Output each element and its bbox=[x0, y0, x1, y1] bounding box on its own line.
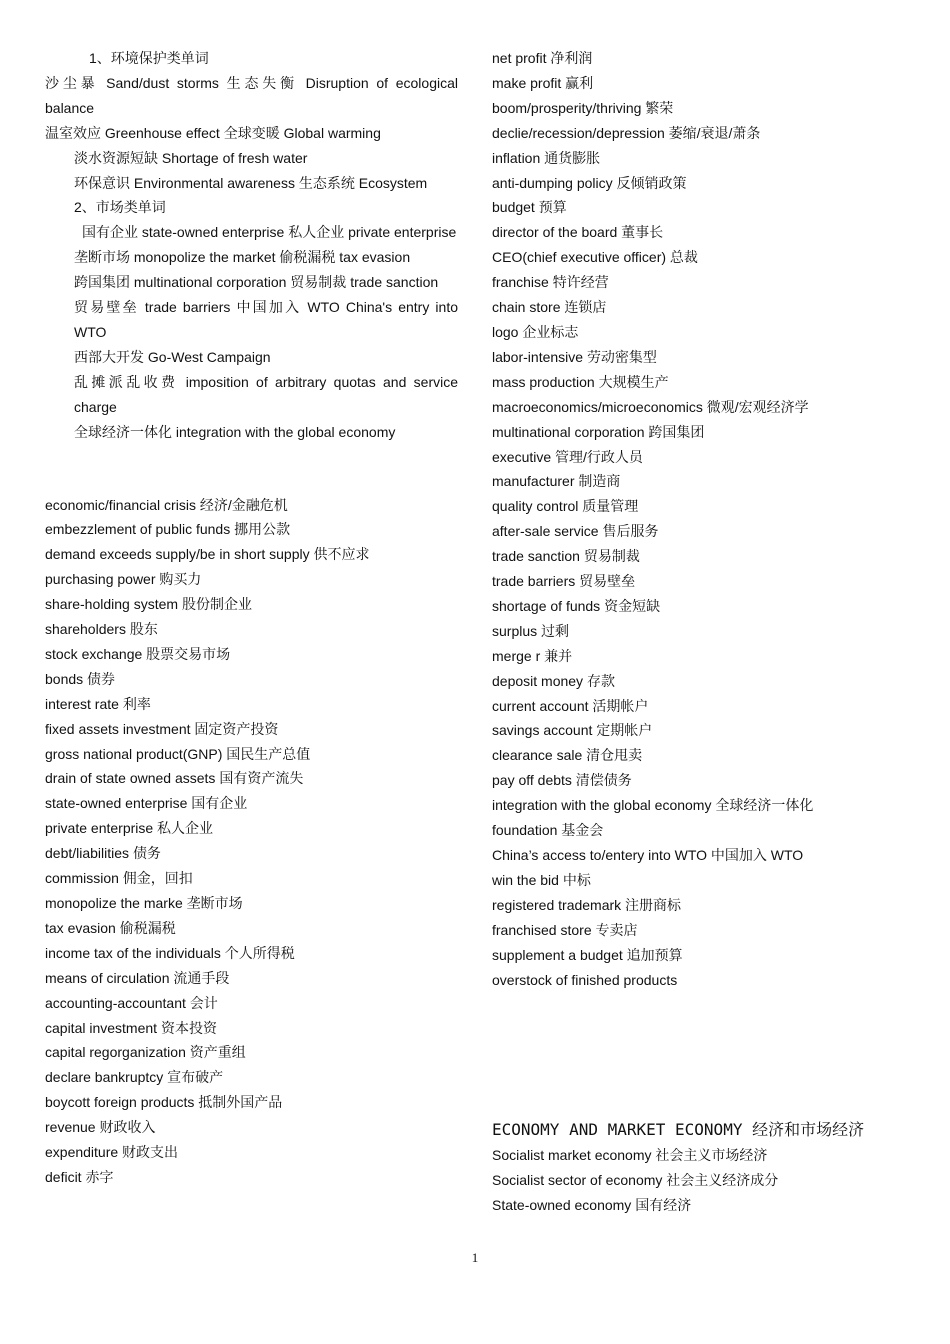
vocab-line: savings account 定期帐户 bbox=[492, 722, 653, 739]
vocab-line: tax evasion 偷税漏税 bbox=[45, 919, 176, 936]
vocab-line: 沙尘暴 Sand/dust storms 生态失衡 Disruption of ecological balance bbox=[45, 74, 458, 116]
vocab-line: private enterprise 私人企业 bbox=[45, 820, 214, 837]
vocab-line: declare bankruptcy 宣布破产 bbox=[45, 1069, 224, 1086]
vocab-line: capital investment 资本投资 bbox=[45, 1019, 217, 1036]
vocab-line: State-owned economy 国有经济 bbox=[492, 1197, 692, 1214]
vocab-line: 国有企业 state-owned enterprise 私人企业 private enterprise bbox=[82, 224, 457, 241]
vocab-line: commission 佣金，回扣 bbox=[45, 870, 193, 887]
vocab-line: win the bid 中标 bbox=[492, 871, 591, 888]
vocab-line: 温室效应 Greenhouse effect 全球变暖 Global warming bbox=[45, 124, 381, 141]
vocab-line: mass production 大规模生产 bbox=[492, 373, 669, 390]
section-title-market: 2、市场类单词 bbox=[74, 199, 166, 216]
left-vocab-list bbox=[45, 493, 458, 1190]
vocab-line: budget 预算 bbox=[492, 199, 567, 216]
vocab-line: demand exceeds supply/be in short supply 供不应求 bbox=[45, 546, 370, 563]
vocab-line: CEO(chief executive officer) 总裁 bbox=[492, 249, 698, 266]
vocab-line: labor-intensive 劳动密集型 bbox=[492, 348, 657, 365]
vocab-line: foundation 基金会 bbox=[492, 822, 604, 839]
vocab-line: net profit 净利润 bbox=[492, 50, 593, 66]
vocab-line: surplus 过剩 bbox=[492, 622, 570, 639]
page-number: 1 bbox=[471, 1250, 479, 1265]
vocab-line: quality control 质量管理 bbox=[492, 498, 639, 515]
spacer bbox=[45, 445, 458, 493]
spacer bbox=[492, 992, 902, 1117]
vocab-line: deposit money 存款 bbox=[492, 672, 615, 689]
vocab-line: revenue 财政收入 bbox=[45, 1119, 156, 1136]
vocab-line: economic/financial crisis 经济/金融危机 bbox=[45, 496, 288, 513]
right-vocab-list bbox=[492, 46, 902, 992]
vocab-line: boom/prosperity/thriving 繁荣 bbox=[492, 99, 674, 116]
vocab-line: expenditure 财政支出 bbox=[45, 1144, 179, 1161]
vocab-line: capital regorganization 资产重组 bbox=[45, 1044, 246, 1061]
vocab-line: 淡水资源短缺 Shortage of fresh water bbox=[74, 149, 308, 166]
vocab-line: income tax of the individuals 个人所得税 bbox=[45, 944, 295, 961]
vocab-line: means of circulation 流通手段 bbox=[45, 969, 230, 986]
vocab-line: 跨国集团 multinational corporation 贸易制裁 trade sanction bbox=[74, 274, 439, 291]
vocab-line: Socialist sector of economy 社会主义经济成分 bbox=[492, 1172, 779, 1189]
vocab-line: make profit 赢利 bbox=[492, 74, 594, 91]
vocab-line: inflation 通货膨胀 bbox=[492, 149, 601, 166]
vocab-line: interest rate 利率 bbox=[45, 695, 151, 712]
vocab-line: trade barriers 贸易壁垒 bbox=[492, 573, 636, 590]
vocab-line: macroeconomics/microeconomics 微观/宏观经济学 bbox=[492, 398, 809, 415]
vocab-line: overstock of finished products bbox=[492, 971, 678, 988]
vocab-line: Socialist market economy 社会主义市场经济 bbox=[492, 1147, 768, 1164]
vocab-line: share-holding system 股份制企业 bbox=[45, 596, 252, 613]
vocab-line: registered trademark 注册商标 bbox=[492, 896, 682, 913]
vocab-line: trade sanction 贸易制裁 bbox=[492, 548, 640, 565]
section-title-environment: 1、环境保护类单词 bbox=[89, 50, 209, 66]
vocab-line: integration with the global economy 全球经济一体化 bbox=[492, 797, 814, 814]
vocab-line: stock exchange 股票交易市场 bbox=[45, 645, 231, 662]
vocab-line: shortage of funds 资金短缺 bbox=[492, 597, 661, 614]
vocab-line: 西部大开发 Go-West Campaign bbox=[74, 348, 271, 365]
vocab-line: after-sale service 售后服务 bbox=[492, 523, 659, 540]
vocab-line: state-owned enterprise 国有企业 bbox=[45, 795, 248, 812]
vocab-line: fixed assets investment 固定资产投资 bbox=[45, 720, 279, 737]
vocab-line: logo 企业标志 bbox=[492, 323, 579, 340]
vocab-line: multinational corporation 跨国集团 bbox=[492, 423, 705, 440]
vocab-line: supplement a budget 追加预算 bbox=[492, 946, 683, 963]
left-column bbox=[45, 46, 458, 1190]
vocab-line: anti-dumping policy 反倾销政策 bbox=[492, 174, 687, 191]
vocab-line: shareholders 股东 bbox=[45, 621, 158, 638]
right-column bbox=[492, 46, 902, 1218]
vocab-line: purchasing power 购买力 bbox=[45, 571, 202, 588]
vocab-line: clearance sale 清仓甩卖 bbox=[492, 747, 643, 764]
vocab-line: 贸易壁垒 trade barriers 中国加入 WTO China's entry into WTO bbox=[74, 299, 458, 340]
vocab-line: current account 活期帐户 bbox=[492, 697, 649, 714]
vocab-line: bonds 债券 bbox=[45, 670, 116, 687]
vocab-line: monopolize the marke 垄断市场 bbox=[45, 895, 243, 911]
section-title-economy: ECONOMY AND MARKET ECONOMY 经济和市场经济 bbox=[492, 1120, 865, 1140]
vocab-line: gross national product(GNP) 国民生产总值 bbox=[45, 745, 311, 762]
vocab-line: franchised store 专卖店 bbox=[492, 921, 638, 938]
vocab-line: declie/recession/depression 萎缩/衰退/萧条 bbox=[492, 124, 761, 141]
vocab-line: embezzlement of public funds 挪用公款 bbox=[45, 521, 291, 538]
vocab-line: manufacturer 制造商 bbox=[492, 473, 621, 490]
vocab-line: drain of state owned assets 国有资产流失 bbox=[45, 770, 304, 787]
vocab-line: China’s access to/entery into WTO 中国加入 WTO bbox=[492, 847, 804, 863]
vocab-line: franchise 特许经营 bbox=[492, 274, 609, 291]
vocab-line: chain store 连锁店 bbox=[492, 299, 607, 316]
vocab-line: pay off debts 清偿债务 bbox=[492, 772, 632, 789]
vocab-line: deficit 赤字 bbox=[45, 1168, 114, 1185]
vocab-line: 环保意识 Environmental awareness 生态系统 Ecosystem bbox=[74, 174, 428, 191]
vocab-line: debt/liabilities 债务 bbox=[45, 845, 161, 862]
vocab-line: executive 管理/行政人员 bbox=[492, 448, 643, 465]
vocab-line: 乱摊派乱收费 imposition of arbitrary quotas and service charge bbox=[74, 373, 458, 415]
vocab-line: boycott foreign products 抵制外国产品 bbox=[45, 1094, 283, 1111]
vocab-line: merge r 兼并 bbox=[492, 647, 573, 664]
vocab-line: director of the board 董事长 bbox=[492, 224, 664, 241]
vocab-line: 全球经济一体化 integration with the global economy bbox=[74, 423, 396, 440]
vocab-line: 垄断市场 monopolize the market 偷税漏税 tax evasion bbox=[74, 249, 411, 266]
vocab-line: accounting-accountant 会计 bbox=[45, 994, 218, 1011]
